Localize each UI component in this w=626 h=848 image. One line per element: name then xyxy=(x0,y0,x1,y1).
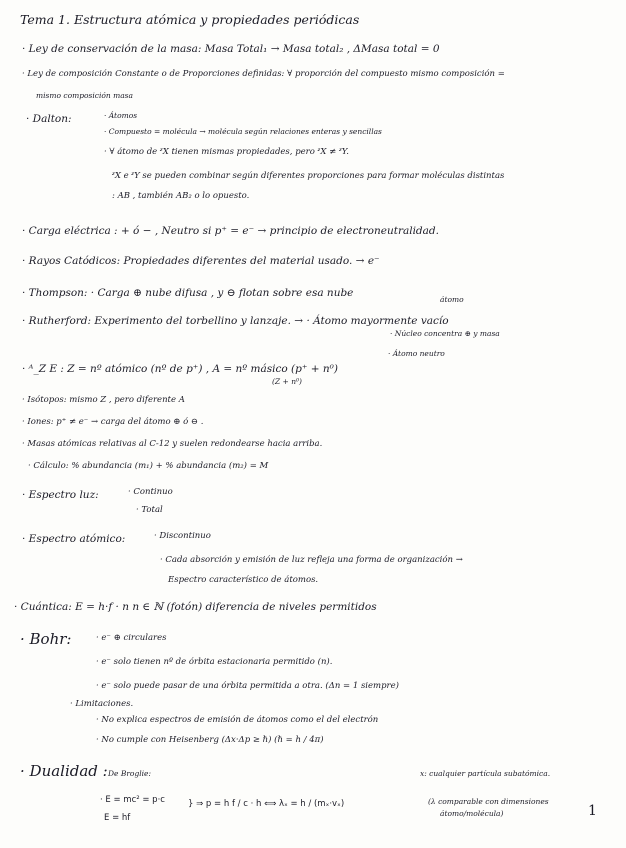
dalton-point-5: : AB , también AB₂ o lo opuesto. xyxy=(112,191,250,201)
espectro-atomico-discontinuo: · Discontinuo xyxy=(154,531,211,541)
note-line-proporciones: · Ley de composición Constante o de Proporciones definidas: ∀ proporción del compuesto mismo composición = xyxy=(22,69,505,79)
note-line-cuantica: · Cuántica: E = h·f · n n ∈ ℕ (fotón) diferencia de niveles permitidos xyxy=(14,601,377,613)
limitacion-2: · No cumple con Heisenberg (Δx·Δp ≥ ℏ) (ℏ = h / 4π) xyxy=(96,735,324,745)
note-line-rayos: · Rayos Catódicos: Propiedades diferentes del material usado. → e⁻ xyxy=(22,255,380,267)
note-heading-bohr: · Bohr: xyxy=(20,630,72,648)
rutherford-point-neutro: · Átomo neutro xyxy=(388,349,445,358)
note-line-conservacion: · Ley de conservación de la masa: Masa Total₁ → Masa total₂ , ΔMasa total = 0 xyxy=(22,43,440,55)
bohr-point-3: · e⁻ solo puede pasar de una órbita permitida a otra. (Δn = 1 siempre) xyxy=(96,681,399,691)
note-line-proporciones-cont: mismo composición masa xyxy=(36,91,133,100)
dalton-point-2: · Compuesto = molécula → molécula según relaciones enteras y sencillas xyxy=(104,127,382,136)
note-line-iones: · Iones: p⁺ ≠ e⁻ → carga del átomo ⊕ ó ⊖ . xyxy=(22,417,204,427)
rutherford-note-atomo: átomo xyxy=(440,295,464,304)
note-line-thompson: · Thompson: · Carga ⊕ nube difusa , y ⊖ flotan sobre esa nube xyxy=(22,287,354,299)
note-line-masas: · Masas atómicas relativas al C-12 y suelen redondearse hacia arriba. xyxy=(22,439,323,449)
bohr-point-2: · e⁻ solo tienen nº de órbita estacionaria permitido (n). xyxy=(96,657,333,667)
bohr-point-1: · e⁻ ⊕ circulares xyxy=(96,633,167,643)
dualidad-eq-2: E = hf xyxy=(104,813,131,823)
dualidad-eq-3: } ⇒ p = h f / c · h ⟺ λₓ = h / (mₓ·vₓ) xyxy=(188,799,345,809)
espectro-atomico-cada: · Cada absorción y emisión de luz refleja una forma de organización → xyxy=(160,555,463,565)
limitacion-1: · No explica espectros de emisión de átomos como el del electrón xyxy=(96,715,379,725)
dualidad-note-3: átomo/molécula) xyxy=(440,809,504,818)
note-line-carga: · Carga eléctrica : + ó − , Neutro si p⁺ = e⁻ → principio de electroneutralidad. xyxy=(22,225,439,237)
dualidad-note-1: x: cualquier partícula subatómica. xyxy=(420,769,551,778)
note-heading-dualidad: · Dualidad : xyxy=(20,762,108,780)
espectro-atomico-caracteristico: Espectro característico de átomos. xyxy=(168,575,319,585)
note-line-rutherford: · Rutherford: Experimento del torbellino y lanzaje. → · Átomo mayormente vacío xyxy=(22,315,449,327)
page-number: 1 xyxy=(588,803,597,819)
dualidad-note-2: (λ comparable con dimensiones xyxy=(428,797,549,806)
note-heading-dalton: · Dalton: xyxy=(26,113,72,125)
note-line-calculo: · Cálculo: % abundancia (m₁) + % abundancia (m₂) = M xyxy=(28,461,269,471)
rutherford-point-nucleo: · Núcleo concentra ⊕ y masa xyxy=(390,329,500,338)
dualidad-broglie: De Broglie: xyxy=(108,769,152,778)
dalton-point-3: · ∀ átomo de ᶻX tienen mismas propiedades, pero ᶻX ≠ ᶻY. xyxy=(104,147,349,157)
dualidad-eq-1: · E = mc² = p·c xyxy=(100,795,165,805)
note-line-isotopos: · Isótopos: mismo Z , pero diferente A xyxy=(22,395,185,405)
page-title: Tema 1. Estructura atómica y propiedades periódicas xyxy=(20,12,360,27)
dalton-point-4: ᶻX e ᶻY se pueden combinar según diferentes proporciones para formar moléculas distintas xyxy=(112,171,505,181)
espectro-luz-total: · Total xyxy=(136,505,163,515)
bohr-limitaciones: · Limitaciones. xyxy=(70,699,134,709)
espectro-luz-continuo: · Continuo xyxy=(128,487,173,497)
notation-note: (Z + n⁰) xyxy=(272,377,302,386)
note-heading-espectro-atomico: · Espectro atómico: xyxy=(22,533,126,545)
dalton-point-1: · Átomos xyxy=(104,111,138,120)
note-line-notation: · ᴬ_Z E : Z = nº atómico (nº de p⁺) , A = nº másico (p⁺ + n⁰) xyxy=(22,363,338,375)
note-heading-espectro-luz: · Espectro luz: xyxy=(22,489,99,501)
